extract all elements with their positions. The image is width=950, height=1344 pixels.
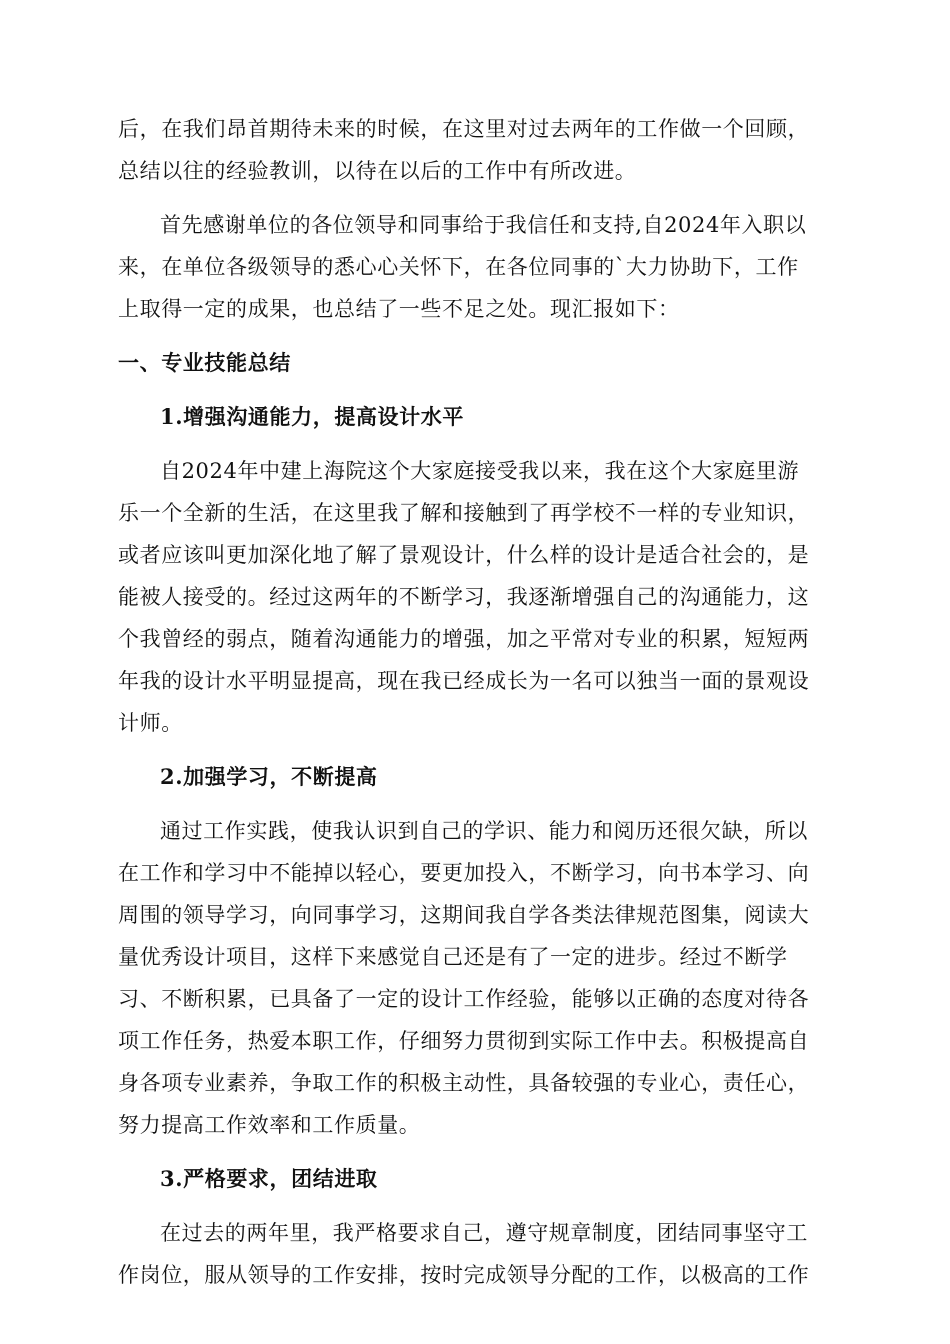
text-line: 量优秀设计项目，这样下来感觉自己还是有了一定的进步。经过不断学	[118, 945, 788, 969]
text-line: 总结以往的经验教训，以待在以后的工作中有所改进。	[118, 159, 637, 183]
subsection-heading-2: 2.加强学习，不断提高	[160, 764, 378, 789]
text-line: 努力提高工作效率和工作质量。	[118, 1113, 421, 1137]
text-line: 周围的领导学习，向同事学习，这期间我自学各类法律规范图集，阅读大	[118, 903, 810, 927]
document-page	[118, 108, 834, 1296]
subsection-3-paragraph	[118, 1212, 834, 1296]
text-line: 乐一个全新的生活，在这里我了解和接触到了再学校不一样的专业知识，	[118, 501, 810, 525]
text-line: 能被人接受的。经过这两年的不断学习，我逐渐增强自己的沟通能力，这	[118, 585, 810, 609]
text-line: 在工作和学习中不能掉以轻心，要更加投入，不断学习，向书本学习、向	[118, 861, 810, 885]
text-line: 首先感谢单位的各位领导和同事给于我信任和支持,自2024年入职以	[160, 213, 807, 237]
text-line: 习、不断积累，已具备了一定的设计工作经验，能够以正确的态度对待各	[118, 987, 810, 1011]
subsection-2-paragraph	[118, 810, 834, 1146]
thanks-paragraph	[118, 204, 834, 330]
subsection-heading-3: 3.严格要求，团结进取	[160, 1166, 378, 1191]
text-line: 作岗位，服从领导的工作安排，按时完成领导分配的工作，以极高的工作	[118, 1263, 810, 1287]
intro-paragraph	[118, 108, 834, 192]
text-line: 自2024年中建上海院这个大家庭接受我以来，我在这个大家庭里游	[160, 459, 800, 483]
text-line: 上取得一定的成果，也总结了一些不足之处。现汇报如下：	[118, 297, 680, 321]
subsection-1-paragraph	[118, 450, 834, 744]
text-line: 通过工作实践，使我认识到自己的学识、能力和阅历还很欠缺，所以	[160, 819, 808, 843]
text-line: 在过去的两年里，我严格要求自己，遵守规章制度，团结同事坚守工	[160, 1221, 808, 1245]
text-line: 或者应该叫更加深化地了解了景观设计，什么样的设计是适合社会的，是	[118, 543, 810, 567]
text-line: 项工作任务，热爱本职工作，仔细努力贯彻到实际工作中去。积极提高自	[118, 1029, 810, 1053]
text-line: 身各项专业素养，争取工作的积极主动性，具备较强的专业心，责任心，	[118, 1071, 810, 1095]
text-line: 后，在我们昂首期待未来的时候，在这里对过去两年的工作做一个回顾，	[118, 117, 810, 141]
subsection-heading-1: 1.增强沟通能力，提高设计水平	[160, 404, 464, 429]
text-line: 来，在单位各级领导的悉心心关怀下，在各位同事的`大力协助下，工作	[118, 255, 799, 279]
text-line: 个我曾经的弱点，随着沟通能力的增强，加之平常对专业的积累，短短两	[118, 627, 810, 651]
text-line: 年我的设计水平明显提高，现在我已经成长为一名可以独当一面的景观设	[118, 669, 810, 693]
text-line: 计师。	[118, 711, 183, 735]
section-heading: 一、专业技能总结	[118, 351, 291, 375]
